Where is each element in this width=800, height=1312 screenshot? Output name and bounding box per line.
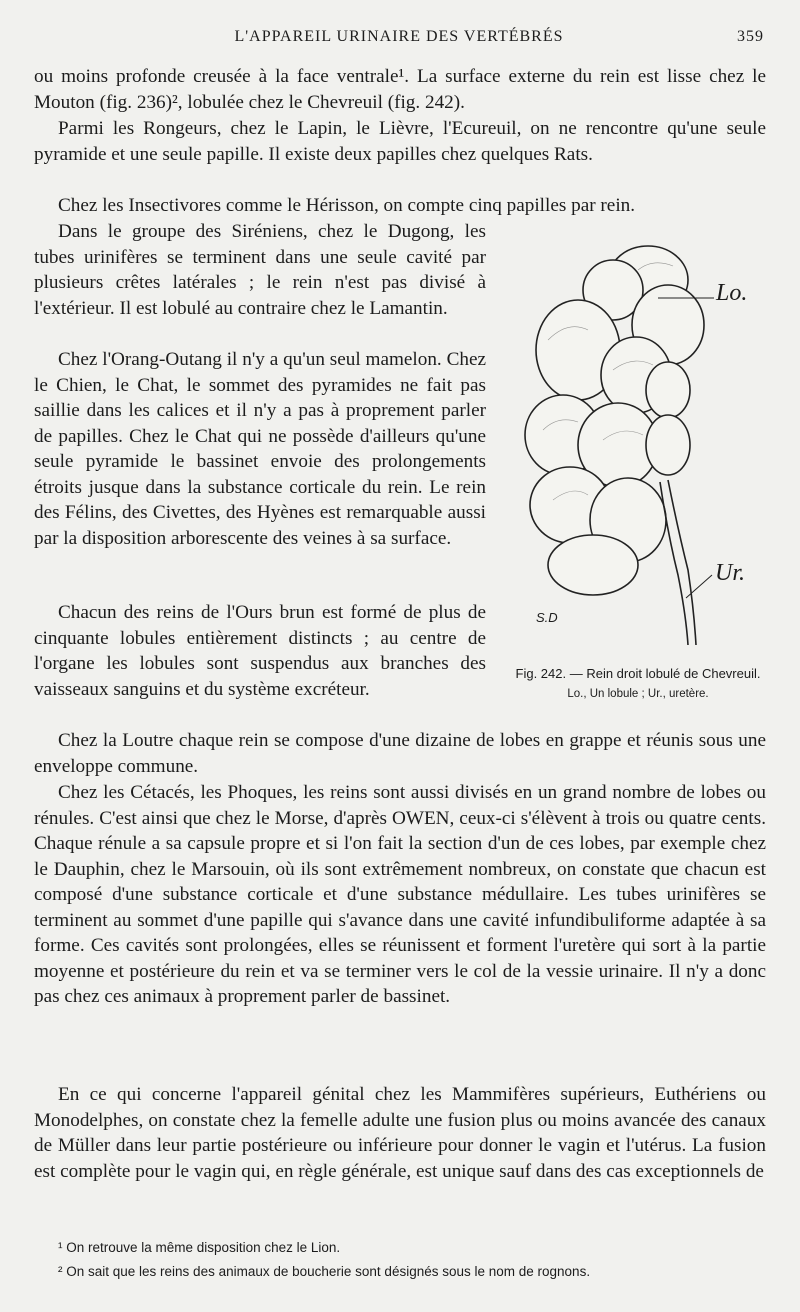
paragraph-rodents: Parmi les Rongeurs, chez le Lapin, le Lièvre, l'Ecureuil, on ne rencontre qu'une seule pyramide et une seule papille. Il existe deux papilles chez quelques Rats. (34, 118, 766, 165)
paragraph-insectivores: Chez les Insectivores comme le Hérisson, on compte cinq papilles par rein. (58, 195, 636, 216)
paragraph-cetaceans: Chez les Cétacés, les Phoques, les reins sont aussi divisés en un grand nombre de lobes ou rénules. C'est ainsi que chez le Morse, d'après OWEN, ceux-ci s'élèvent à trois ou quatre cents. Chaque rénule a sa capsule propre et si l'on fait la section d'un de ces lobes, par exemple chez le Dauphin, chez le Marsouin, où ils sont extrêmement nombreux, on constate que chacun est composé d'une substance corticale et d'une substance médullaire. Les tubes urinifères se terminent au sommet d'une papille qui s'avance dans une cavité infundibuliforme adaptée à sa forme. Ces cavités sont prolongées, elles se réunissent et forment l'uretère qui sort à la partie moyenne et postérieure du rein et va se terminer vers le col de la vessie urinaire. Il n'y a donc pas chez ces animaux à proprement parler de bassinet. (34, 782, 766, 1007)
paragraph-sirenians: Dans le groupe des Siréniens, chez le Dugong, les tubes urinifères se terminent dans une seule cavité par plusieurs crêtes latérales ; le rein n'est pas divisé à l'extérieur. Il est lobulé au contraire chez le Lamantin. (34, 221, 486, 319)
ureter-line (668, 480, 696, 645)
footnote-1: ¹ On retrouve la même disposition chez le Lion. (58, 1240, 341, 1255)
caption-text: Fig. 242. — Rein droit lobulé de Chevreuil. (515, 666, 761, 681)
label-lobule: Lo. (716, 280, 748, 306)
footnote-2: ² On sait que les reins des animaux de boucherie sont désignés sous le nom de rognons. (58, 1264, 591, 1279)
running-title: L'APPAREIL URINAIRE DES VERTÉBRÉS (234, 28, 564, 45)
paragraph-carnivores: Chez l'Orang-Outang il n'y a qu'un seul mamelon. Chez le Chien, le Chat, le sommet des pyramides ne fait pas saillie dans les calices et il n'y a pas à proprement parler de papilles. Chez le Chat qui ne possède d'ailleurs qu'une seule pyramide le bassinet envoie des prolongements étroits jusque dans la substance corticale du rein. Le rein des Félins, des Civettes, des Hyènes est remarquable aussi par la disposition arborescente des veines à sa surface. (34, 349, 486, 549)
label-ureter: Ur. (715, 560, 746, 586)
figure-caption (508, 665, 768, 703)
illustrator-signature: S.D (536, 610, 558, 625)
paragraph-otter (34, 728, 766, 779)
paragraph-genital-apparatus: En ce qui concerne l'appareil génital chez les Mammifères supérieurs, Euthériens ou Monodelphes, on constate chez la femelle adulte une fusion plus ou moins avancée des canaux de Müller dans leur partie postérieure ou inférieure pour donner le vagin et l'utérus. La fusion est complète pour le vagin qui, en règle générale, est unique sauf dans des cas exceptionnels de (34, 1084, 766, 1182)
page-number: 359 (737, 28, 764, 45)
otter-text: Chez la Loutre chaque rein se compose d'une dizaine de lobes en grappe et réunis sous une enveloppe commune. (34, 730, 766, 777)
running-header (34, 28, 764, 52)
paragraph-kidney-surface: ou moins profonde creusée à la face ventrale¹. La surface externe du rein est lisse chez le Mouton (fig. 236)², lobulée chez le Chevreuil (fig. 242). (34, 66, 766, 113)
paragraph-brown-bear: Chacun des reins de l'Ours brun est formé de plus de cinquante lobules entièrement distincts ; au centre de l'organe les lobules sont suspendus aux branches des vaisseaux sanguins et du système excréteur. (34, 602, 486, 700)
figure-kidney-roe-deer (515, 230, 780, 730)
caption-legend: Lo., Un lobule ; Ur., uretère. (567, 688, 709, 700)
